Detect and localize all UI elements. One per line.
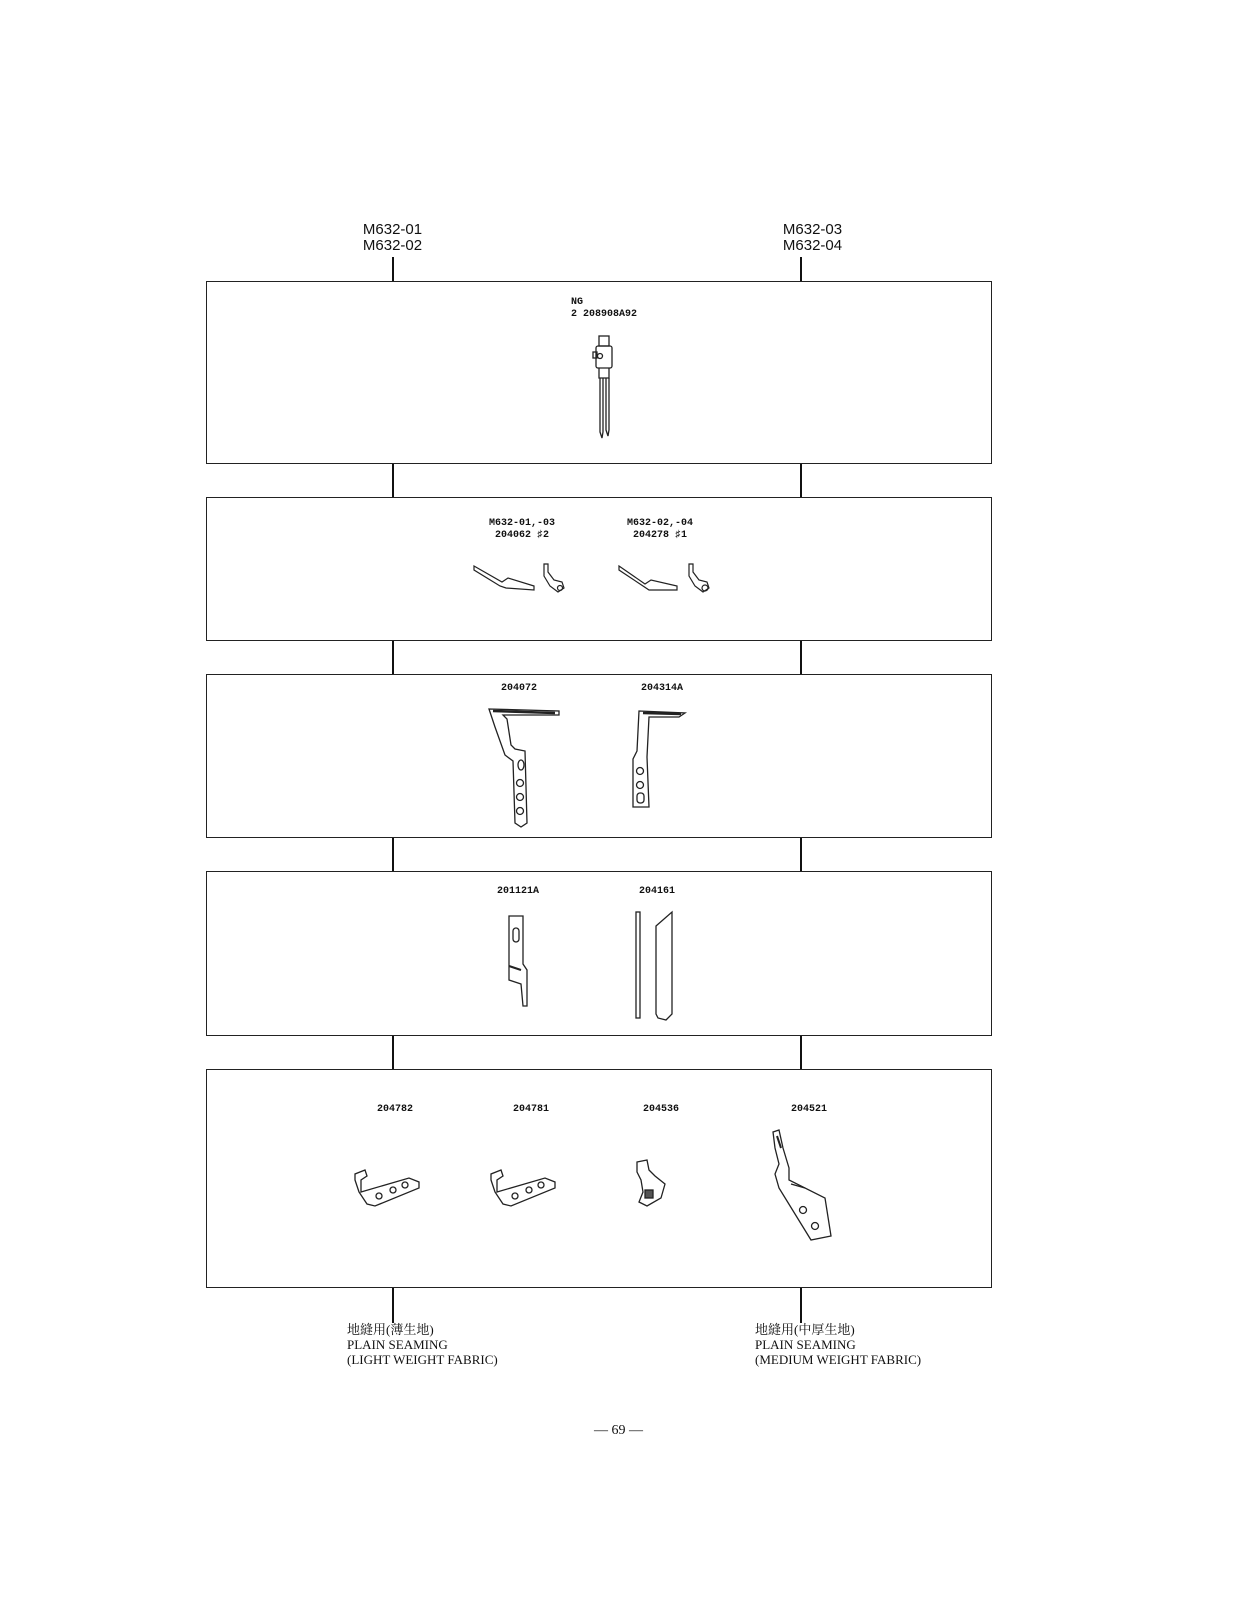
section-loopers <box>206 497 992 641</box>
connector-line <box>800 837 802 872</box>
part-label: M632-02,-04 204278 ♯1 <box>627 518 694 541</box>
model-group-right <box>770 222 855 254</box>
footer-left: 地縫用(薄生地) PLAIN SEAMING (LIGHT WEIGHT FABRIC) <box>347 1322 498 1367</box>
guide-plate-icon <box>485 1168 560 1213</box>
section-lower-knives <box>206 871 992 1036</box>
page-number: — 69 — <box>594 1423 643 1438</box>
connector-line <box>800 640 802 675</box>
section-upper-knives <box>206 674 992 838</box>
small-guide-icon <box>631 1158 671 1213</box>
bracket-plate-icon <box>765 1128 840 1248</box>
lower-knife-icon <box>505 914 535 1009</box>
connector-line <box>800 1287 802 1323</box>
model-label: M632-01 <box>362 221 423 238</box>
part-label: 204161 <box>639 886 676 897</box>
connector-line <box>392 1035 394 1070</box>
guide-plate-icon <box>349 1168 424 1213</box>
connector-line <box>392 640 394 675</box>
part-label: 204536 <box>643 1104 680 1115</box>
blade-icon <box>632 910 682 1022</box>
part-label: M632-01,-03 204062 ♯2 <box>489 518 556 541</box>
footer-right: 地縫用(中厚生地) PLAIN SEAMING (MEDIUM WEIGHT FABRIC) <box>755 1322 922 1367</box>
connector-line <box>392 463 394 498</box>
part-label: 204072 <box>501 683 538 694</box>
model-label: M632-04 <box>782 237 843 254</box>
section-needle <box>206 281 992 464</box>
connector-line <box>800 463 802 498</box>
part-label: 204782 <box>377 1104 414 1115</box>
model-group-left <box>350 222 435 254</box>
looper-pair-icon <box>617 562 717 597</box>
twin-needle-icon <box>587 334 627 444</box>
part-label: NG 2 208908A92 <box>571 297 638 320</box>
connector-line <box>392 837 394 872</box>
connector-line <box>800 1035 802 1070</box>
connector-line <box>392 257 394 282</box>
part-label: 201121A <box>497 886 540 897</box>
connector-line <box>392 1287 394 1323</box>
part-label: 204521 <box>791 1104 828 1115</box>
model-label: M632-02 <box>362 237 423 254</box>
connector-line <box>800 257 802 282</box>
looper-pair-icon <box>472 562 572 597</box>
upper-knife-icon <box>629 707 689 812</box>
part-label: 204781 <box>513 1104 550 1115</box>
upper-knife-holder-icon <box>485 705 565 830</box>
part-label: 204314A <box>641 683 684 694</box>
section-guides <box>206 1069 992 1288</box>
model-label: M632-03 <box>782 221 843 238</box>
